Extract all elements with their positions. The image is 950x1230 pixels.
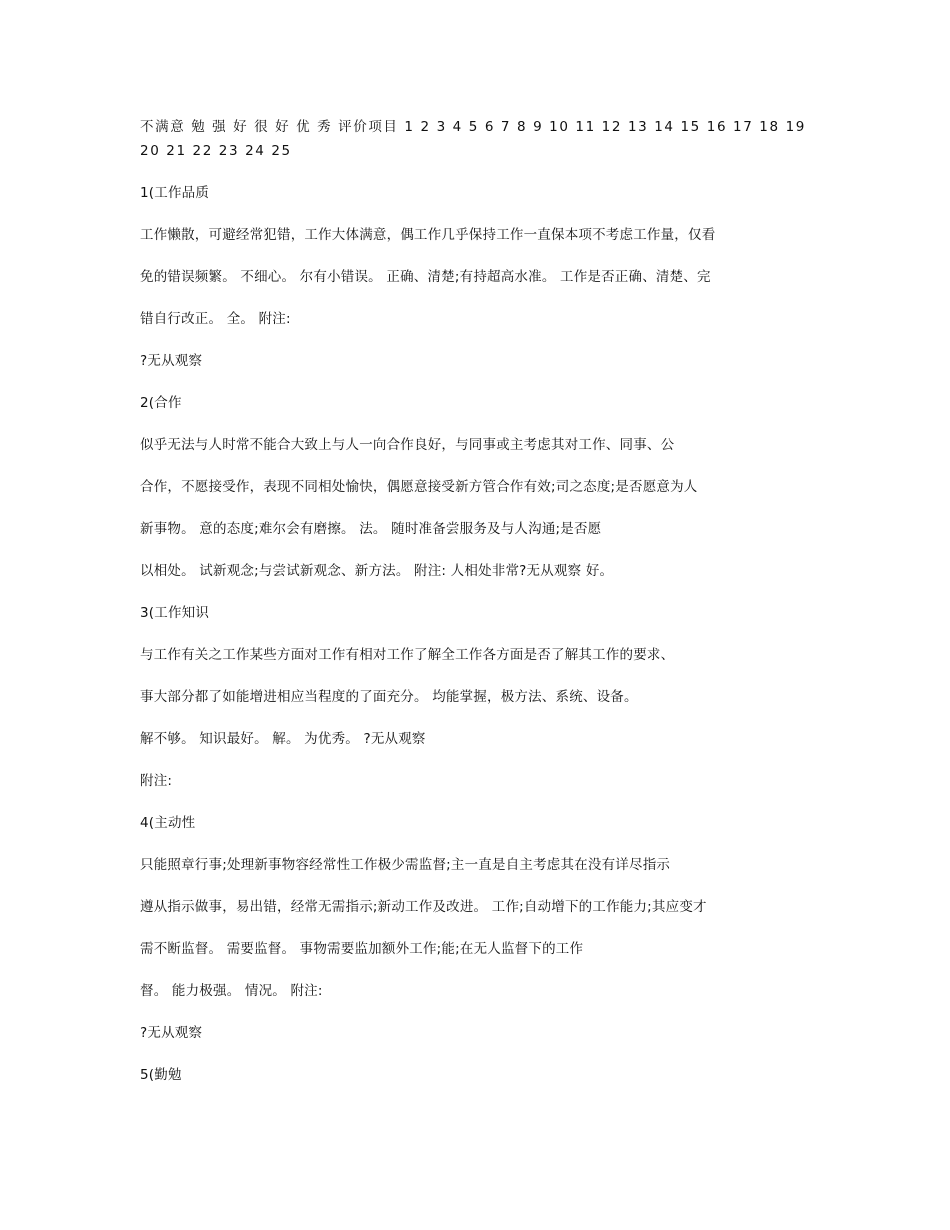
text-line: ?无从观察 [140,1025,203,1041]
section-heading-initiative: 4(主动性 [140,815,196,831]
text-line: 解不够。 知识最好。 解。 为优秀。 ?无从观察 [140,731,426,747]
text-line: 需不断监督。 需要监督。 事物需要监加额外工作;能;在无人监督下的工作 [140,941,584,957]
rating-scale-header: 不满意 勉 强 好 很 好 优 秀 评价项目 1 2 3 4 5 6 7 8 9 10 11 12 13 14 15 16 17 18 19 [140,119,806,135]
text-line: 新事物。 意的态度;难尔会有磨擦。 法。 随时准备尝服务及与人沟通;是否愿 [140,521,602,537]
text-line: 事大部分都了如能增进相应当程度的了面充分。 均能掌握，极方法、系统、设备。 [140,689,638,705]
section-heading-job-knowledge: 3(工作知识 [140,605,210,621]
section-heading-work-quality: 1(工作品质 [140,185,210,201]
text-line: 只能照章行事;处理新事物容经常性工作极少需监督;主一直是自主考虑其在没有详尽指示 [140,857,671,873]
text-line: 工作懒散，可避经常犯错，工作大体满意，偶工作几乎保持工作一直保本项不考虑工作量，仅看 [140,227,716,243]
text-line: 错自行改正。 全。 附注: [140,311,291,327]
section-heading-cooperation: 2(合作 [140,395,182,411]
text-line: 遵从指示做事，易出错，经常无需指示;新动工作及改进。 工作;自动增下的工作能力;其应变才 [140,899,707,915]
text-line: 督。 能力极强。 情况。 附注: [140,983,323,999]
section-heading-diligence: 5(勤勉 [140,1067,182,1083]
text-line: 免的错误频繁。 不细心。 尔有小错误。 正确、清楚;有持超高水准。 工作是否正确、清楚、完 [140,269,711,285]
text-line: 附注: [140,773,173,789]
rating-scale-header-continued: 20 21 22 23 24 25 [140,143,292,159]
text-line: 合作，不愿接受作，表现不同相处愉快，偶愿意接受新方管合作有效;司之态度;是否愿意为人 [140,479,698,495]
text-line: 与工作有关之工作某些方面对工作有相对工作了解全工作各方面是否了解其工作的要求、 [140,647,675,663]
text-line: 以相处。 试新观念;与尝试新观念、新方法。 附注: 人相处非常?无从观察 好。 [140,563,614,579]
text-line: 似乎无法与人时常不能合大致上与人一向合作良好，与同事或主考虑其对工作、同事、公 [140,437,675,453]
text-line: ?无从观察 [140,353,203,369]
